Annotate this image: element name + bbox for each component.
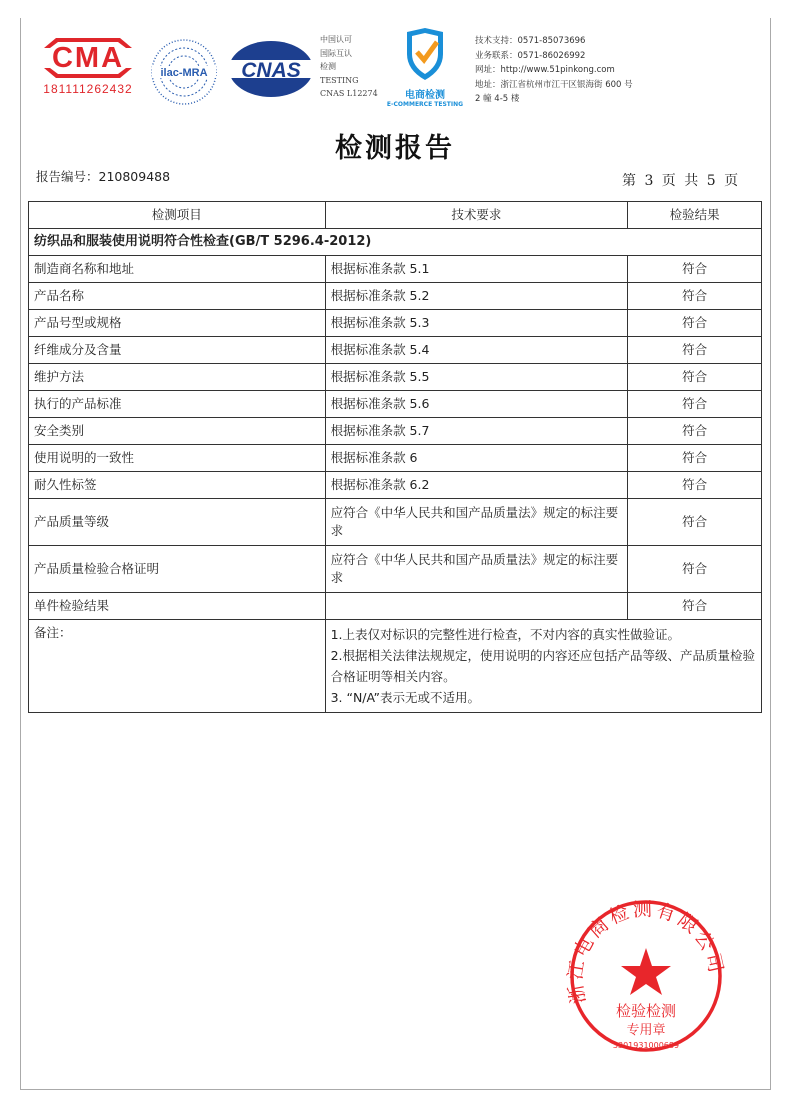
svg-text:CNAS: CNAS (241, 59, 301, 82)
table-row (29, 546, 762, 593)
seal-label1: 检验检测 (615, 1002, 677, 1020)
cell-item: 制造商名称和地址 (29, 256, 326, 283)
remark: 1.上表仅对标识的完整性进行检查，不对内容的真实性做验证。 (330, 627, 681, 642)
cell-result: 符合 (628, 472, 762, 499)
seal-label2: 专用章 (626, 1023, 666, 1038)
seal-code: 3301931000689 (612, 1041, 680, 1050)
cell-requirement: 根据标准条款 6 (325, 445, 628, 472)
cell-result: 符合 (628, 546, 762, 593)
cell-requirement: 根据标准条款 5.5 (325, 364, 628, 391)
table-row (29, 310, 762, 337)
tech-support: 技术支持：0571-85073696 (475, 36, 586, 46)
cert-line: 国际互认 (320, 48, 352, 58)
cnas-logo (228, 40, 314, 98)
business-contact: 业务联系：0571-86026992 (475, 50, 586, 61)
table-row (29, 593, 762, 620)
table-row (29, 337, 762, 364)
contact-info (475, 34, 633, 107)
cell-requirement: 应符合《中华人民共和国产品质量法》规定的标注要求 (325, 546, 628, 593)
cell-result: 符合 (628, 310, 762, 337)
cell-result: 符合 (628, 418, 762, 445)
cell-item: 单件检验结果 (29, 593, 326, 620)
page-title: 检测报告 (335, 133, 455, 164)
cell-requirement: 根据标准条款 5.6 (325, 391, 628, 418)
ilac-mra-logo (150, 38, 218, 106)
svg-text:ilac-MRA: ilac-MRA (160, 67, 208, 79)
cert-line: 中国认可 (320, 35, 352, 44)
cell-result: 符合 (628, 256, 762, 283)
ecommerce-testing-logo (385, 26, 465, 108)
section-title: 纺织品和服装使用说明符合性检查(GB/T 5296.4-2012) (29, 229, 762, 256)
cell-result: 符合 (628, 364, 762, 391)
remarks-label: 备注： (29, 620, 326, 713)
cell-result: 符合 (628, 593, 762, 620)
cell-item: 维护方法 (29, 364, 326, 391)
cell-requirement: 应符合《中华人民共和国产品质量法》规定的标注要求 (325, 499, 628, 546)
remarks-row (29, 620, 762, 713)
cell-item: 安全类别 (29, 418, 326, 445)
table-header (29, 202, 762, 229)
cell-item: 执行的产品标准 (29, 391, 326, 418)
cell-result: 符合 (628, 445, 762, 472)
ecommerce-en: E-COMMERCE TESTING (386, 101, 464, 108)
website: 网址：http://www.51pinkong.com (475, 65, 615, 75)
cell-item: 使用说明的一致性 (29, 445, 326, 472)
cell-item: 产品名称 (29, 283, 326, 310)
cell-requirement: 根据标准条款 5.7 (325, 418, 628, 445)
inspection-table (28, 201, 762, 713)
report-number: 报告编号：210809488 (36, 169, 171, 184)
cma-logo (36, 36, 140, 100)
cell-item: 产品号型或规格 (29, 310, 326, 337)
remark: 2.根据相关法律法规规定，使用说明的内容还应包括产品等级、产品质量检验合格证明等相关内容。 (330, 648, 756, 684)
table-row (29, 283, 762, 310)
cell-requirement: 根据标准条款 6.2 (325, 472, 628, 499)
ecommerce-cn: 电商检测 (405, 90, 445, 101)
cell-item: 产品质量检验合格证明 (29, 546, 326, 593)
cert-line: 检测 (320, 62, 336, 71)
table-row (29, 364, 762, 391)
table-row (29, 418, 762, 445)
header-result: 检验结果 (628, 202, 762, 229)
address: 地址：浙江省杭州市江干区银海街 600 号 (475, 79, 633, 90)
cell-item: 产品质量等级 (29, 499, 326, 546)
cell-requirement: 根据标准条款 5.1 (325, 256, 628, 283)
cell-result: 符合 (628, 391, 762, 418)
section-row (29, 229, 762, 256)
header-requirement: 技术要求 (325, 202, 628, 229)
seal-company: 浙江电商检测有限公司 (564, 898, 728, 1006)
cnas-certification-text (320, 33, 378, 101)
official-seal (558, 898, 734, 1054)
header-item: 检测项目 (29, 202, 326, 229)
remarks-content (325, 620, 761, 713)
page-info: 第 3 页 共 5 页 (622, 173, 739, 189)
star-icon (621, 948, 671, 995)
cell-item: 耐久性标签 (29, 472, 326, 499)
cma-text: CMA (51, 42, 125, 74)
cell-requirement: 根据标准条款 5.4 (325, 337, 628, 364)
table-row (29, 445, 762, 472)
cell-requirement: 根据标准条款 5.3 (325, 310, 628, 337)
remark: 3. “N/A”表示无或不适用。 (330, 690, 480, 705)
table-row (29, 472, 762, 499)
cell-result: 符合 (628, 337, 762, 364)
cell-result: 符合 (628, 283, 762, 310)
cert-line: CNAS L12274 (320, 89, 378, 98)
cell-result: 符合 (628, 499, 762, 546)
cma-number: 181111262432 (43, 82, 133, 96)
cell-requirement: 根据标准条款 5.2 (325, 283, 628, 310)
address-line2: 2 幢 4-5 楼 (475, 94, 520, 104)
cell-item: 纤维成分及含量 (29, 337, 326, 364)
cert-line: TESTING (320, 75, 359, 85)
cell-requirement (325, 593, 628, 620)
shield-check-icon (385, 26, 465, 82)
table-row (29, 391, 762, 418)
table-row (29, 256, 762, 283)
table-row (29, 499, 762, 546)
